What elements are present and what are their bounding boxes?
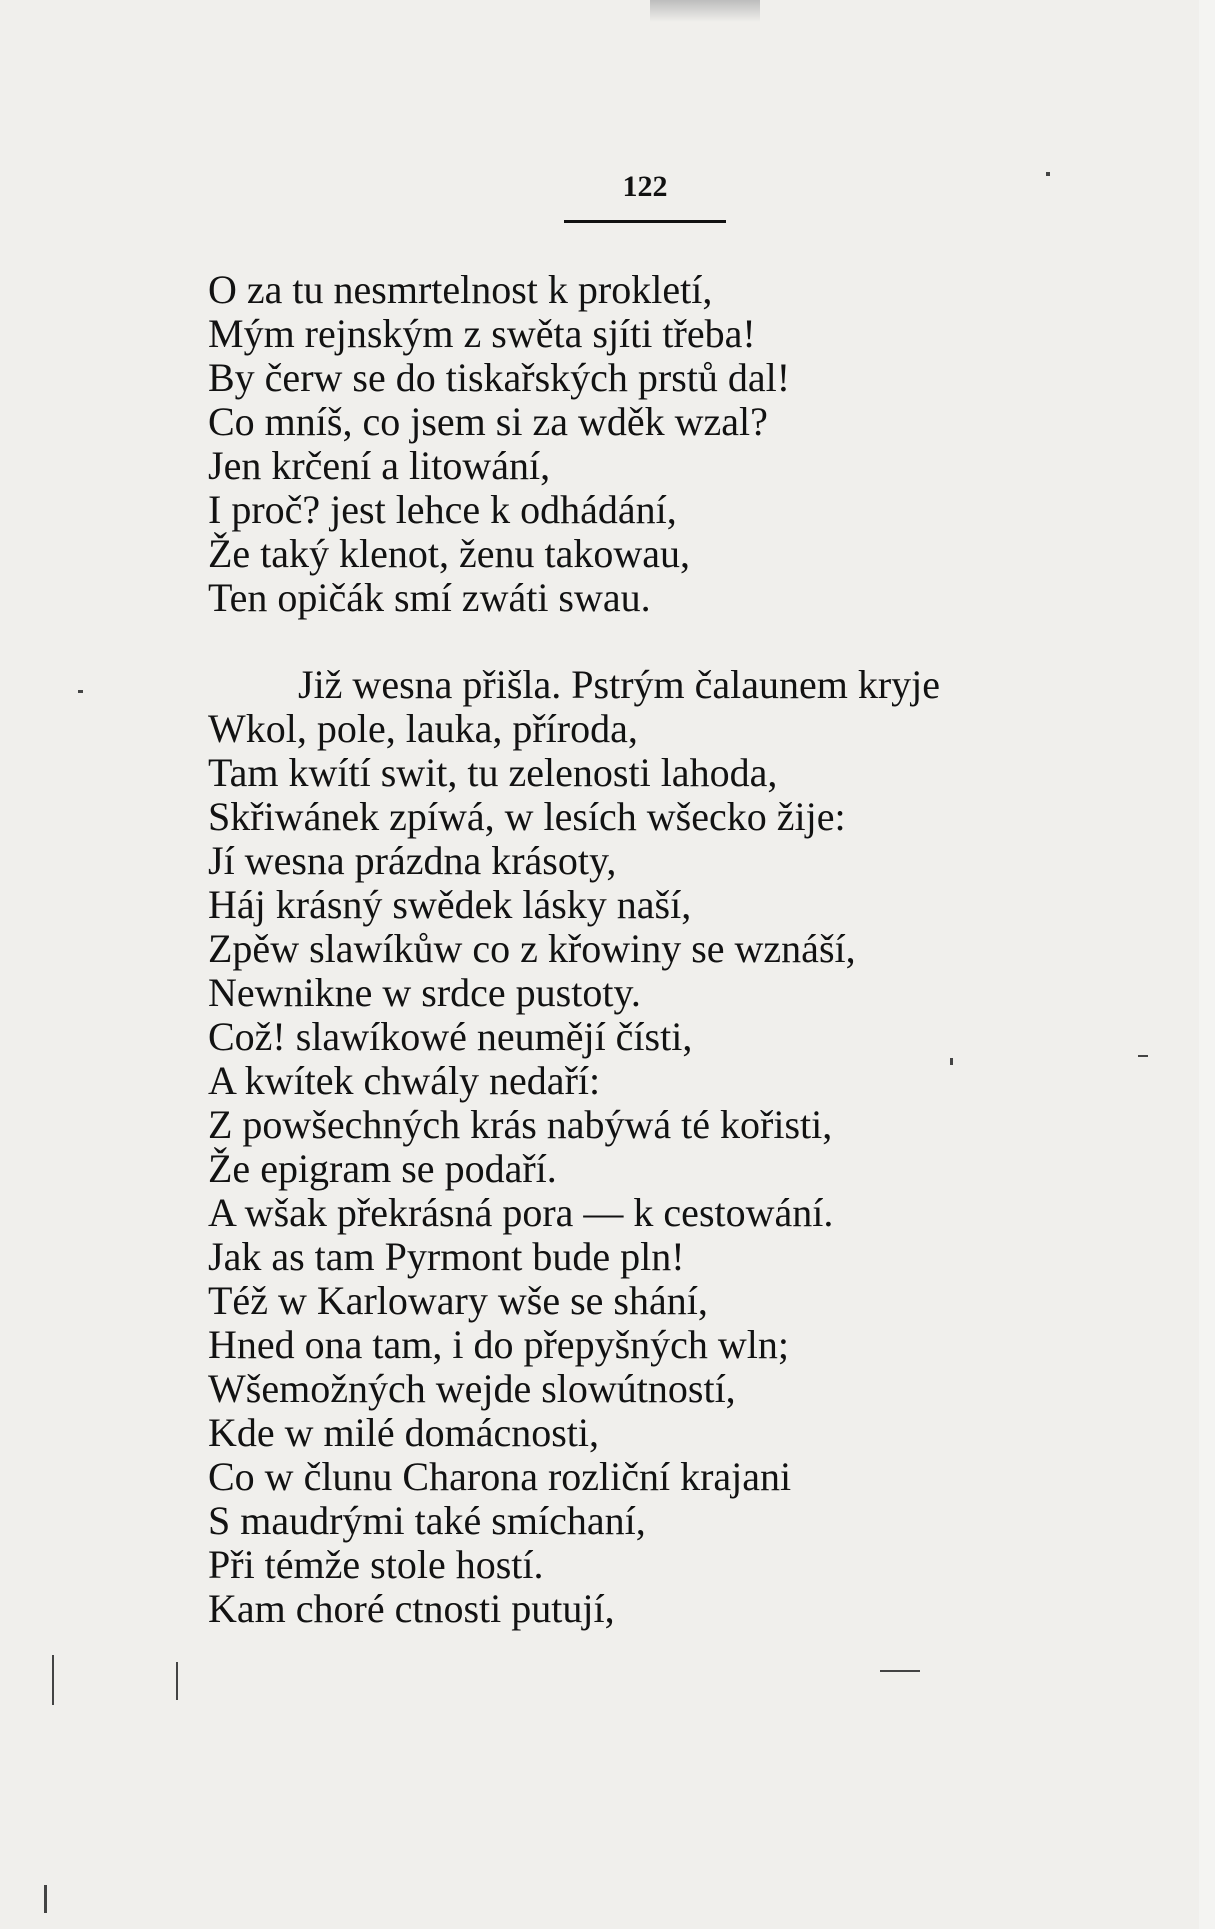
scan-speck — [1046, 172, 1050, 176]
verse-line: Jak as tam Pyrmont bude pln! — [208, 1234, 685, 1279]
page-number: 122 — [622, 170, 668, 203]
scan-smudge — [650, 0, 760, 22]
verse-line: Newnikne w srdce pustoty. — [208, 970, 641, 1015]
scan-speck — [44, 1885, 47, 1913]
verse-line: Co mníš, co jsem si za wděk wzal? — [208, 399, 768, 444]
verse-line: Že epigram se podaří. — [208, 1146, 557, 1191]
verse-line: Při témže stole hostí. — [208, 1542, 544, 1587]
stanza-2 — [208, 663, 940, 1631]
scan-speck — [52, 1655, 54, 1705]
verse-line: Wšemožných wejde slowútností, — [208, 1366, 736, 1411]
verse-line: Ten opičák smí zwáti swau. — [208, 575, 651, 620]
stanza-1 — [208, 268, 790, 620]
verse-line: A wšak překrásná pora — k cestowání. — [208, 1190, 834, 1235]
scan-speck — [880, 1670, 920, 1672]
verse-line: Též w Karlowary wše se shání, — [208, 1278, 708, 1323]
scan-speck — [950, 1058, 953, 1065]
verse-line: Že taký klenot, ženu takowau, — [208, 531, 691, 576]
verse-line: Již wesna přišla. Pstrým čalaunem kryje — [298, 662, 941, 707]
verse-line: Co w člunu Charona rozliční krajani — [208, 1454, 792, 1499]
verse-line: Mým rejnským z swěta sjíti třeba! — [208, 311, 756, 356]
page-number-rule — [564, 220, 726, 223]
verse-line: Skřiwánek zpíwá, w lesích wšecko žije: — [208, 794, 846, 839]
scan-speck — [1138, 1055, 1148, 1057]
verse-line: A kwítek chwály nedaří: — [208, 1058, 601, 1103]
verse-line: Háj krásný swědek lásky naší, — [208, 882, 692, 927]
verse-line: Tam kwítí swit, tu zelenosti lahoda, — [208, 750, 778, 795]
verse-line: Zpěw slawíkůw co z křowiny se wznáší, — [208, 926, 856, 971]
verse-line: O za tu nesmrtelnost k prokletí, — [208, 267, 713, 312]
verse-line: I proč? jest lehce k odhádání, — [208, 487, 677, 532]
verse-line: Kde w milé domácnosti, — [208, 1410, 600, 1455]
scan-margin — [1199, 0, 1215, 1929]
scan-speck — [78, 690, 83, 693]
verse-line: Z powšechných krás nabýwá té kořisti, — [208, 1102, 833, 1147]
verse-line: Což! slawíkowé neumějí čísti, — [208, 1014, 693, 1059]
verse-line: Kam choré ctnosti putují, — [208, 1586, 615, 1631]
verse-line: Jí wesna prázdna krásoty, — [208, 838, 617, 883]
verse-line: Wkol, pole, lauka, příroda, — [208, 706, 638, 751]
verse-line: S maudrými také smíchaní, — [208, 1498, 646, 1543]
verse-line: Hned ona tam, i do přepyšných wln; — [208, 1322, 789, 1367]
verse-line: By čerw se do tiskařských prstů dal! — [208, 355, 791, 400]
scan-speck — [176, 1662, 178, 1700]
verse-line: Jen krčení a litowání, — [208, 443, 551, 488]
